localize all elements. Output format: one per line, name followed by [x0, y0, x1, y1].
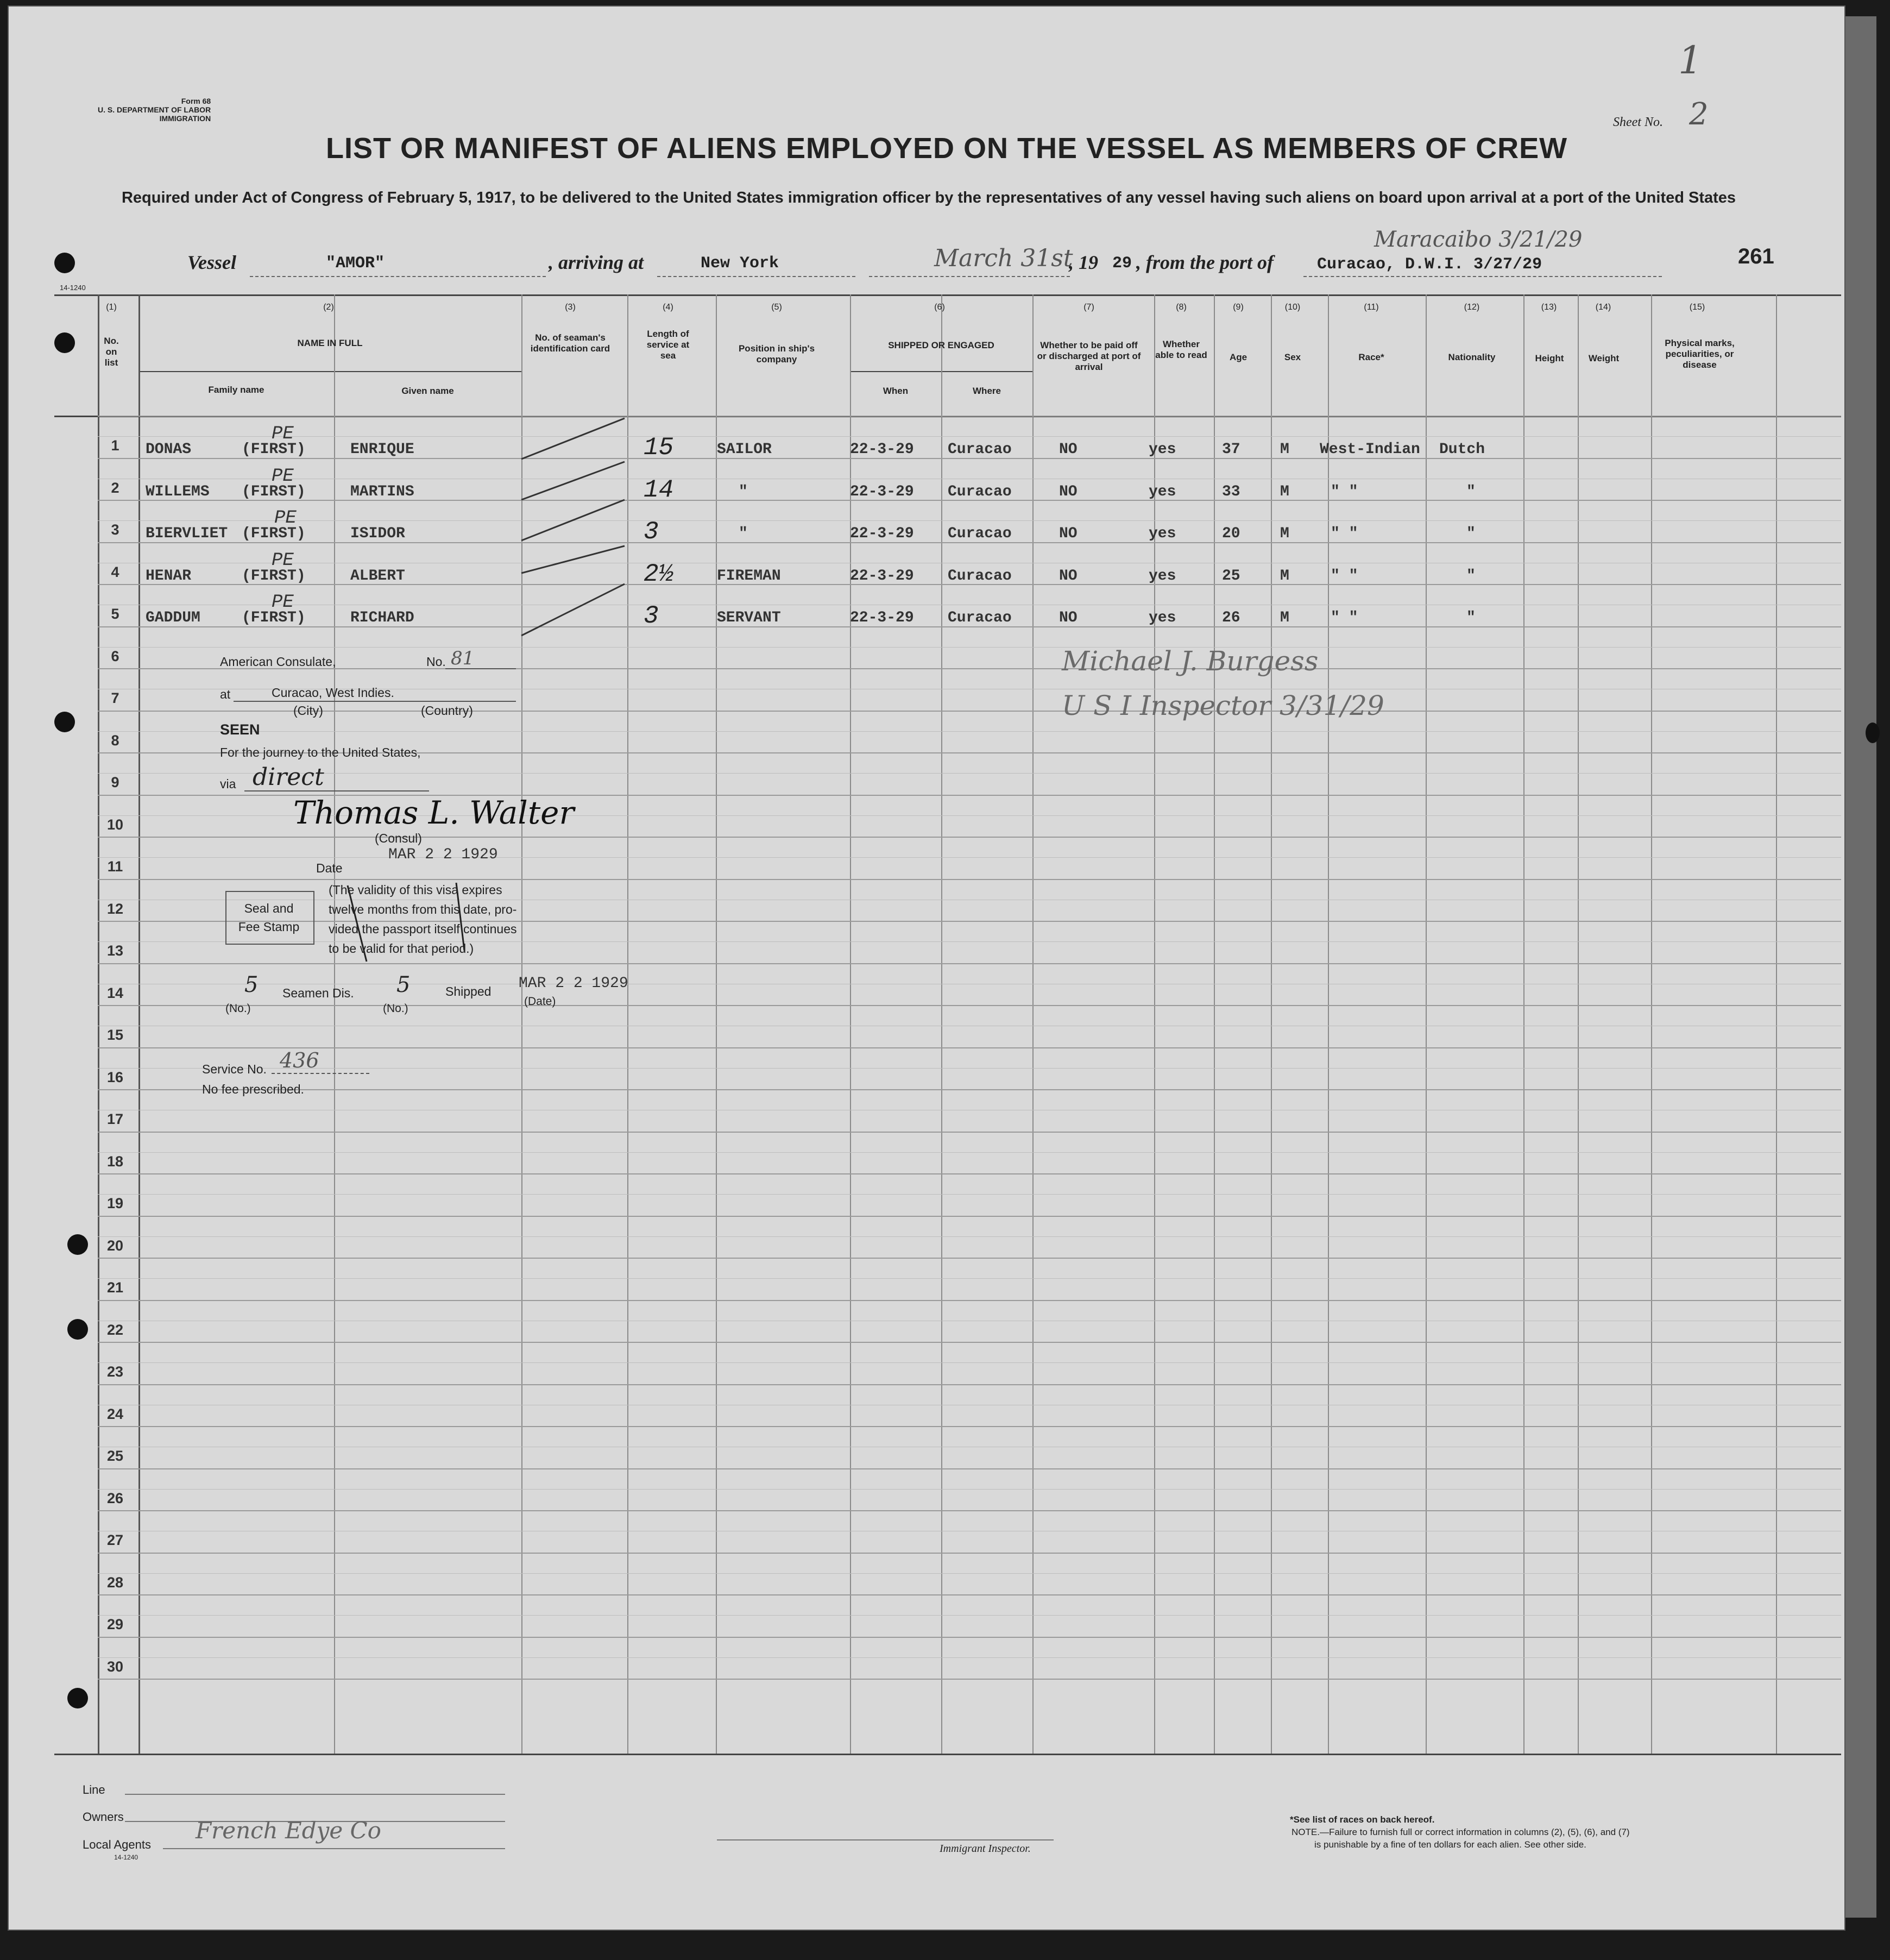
position: ": [739, 483, 748, 500]
line-label: Line: [83, 1783, 105, 1796]
consul-label: (Consul): [375, 831, 422, 845]
col-num: (15): [1689, 303, 1705, 312]
grid-hline: [98, 458, 1841, 459]
col-header-position: Position in ship's company: [738, 343, 815, 365]
row-number: 14: [106, 984, 124, 1001]
grid-subline: [98, 731, 1841, 732]
grid-subline: [98, 436, 1841, 437]
sheet-label: Sheet No.: [1613, 115, 1663, 129]
paid-off: NO: [1059, 567, 1078, 585]
position: SERVANT: [717, 610, 781, 626]
sheet-number: 2: [1689, 97, 1709, 132]
shipped-date-stamp: MAR 2 2 1929: [519, 975, 628, 992]
races-note: *See list of races on back hereof.: [1290, 1814, 1435, 1825]
arrival-date: March 31st: [934, 244, 1073, 272]
able-to-read: yes: [1149, 525, 1176, 542]
row-number: 28: [106, 1574, 124, 1591]
service-no: 436: [280, 1048, 319, 1072]
punch-hole: [1866, 723, 1880, 743]
country-label: (Country): [421, 703, 473, 718]
grid-hline: [98, 542, 1841, 543]
grid-vline: [941, 294, 942, 1754]
col-num: (5): [771, 303, 782, 312]
grid-subline: [98, 1615, 1841, 1616]
grid-vline: [1426, 294, 1427, 1754]
inspector-label: Immigrant Inspector.: [940, 1843, 1031, 1855]
row-number: 16: [106, 1069, 124, 1085]
grid-subline: [98, 1068, 1841, 1069]
consulate-location: Curacao, West Indies.: [272, 686, 394, 700]
grid-hline: [98, 1679, 1841, 1680]
consulate-at-label: at: [220, 687, 231, 701]
row-number: 12: [106, 900, 124, 917]
given-name: MARTINS: [350, 483, 414, 500]
agents-label: Local Agents: [83, 1838, 151, 1851]
service-length: 2½: [644, 560, 674, 588]
nationality: ": [1466, 483, 1476, 500]
row-number: 2: [111, 479, 119, 496]
service-length: 3: [644, 518, 659, 546]
row-number: 17: [106, 1111, 124, 1127]
departure-port: Curacao, D.W.I. 3/27/29: [1317, 255, 1542, 274]
seamen-count: 5: [244, 972, 259, 997]
col-header-age: Age: [1229, 352, 1248, 362]
row-number: 25: [106, 1448, 124, 1464]
col-header-when: When: [883, 386, 909, 396]
form-header-block: [98, 97, 211, 123]
department-label: U. S. DEPARTMENT OF LABOR: [98, 105, 211, 114]
col-header-service: Length of service at sea: [646, 329, 690, 361]
no-fee-label: No fee prescribed.: [202, 1082, 304, 1096]
paid-off: NO: [1059, 610, 1078, 626]
race: " ": [1331, 525, 1358, 542]
city-label: (City): [293, 703, 323, 718]
col-header-given-name: Given name: [401, 386, 454, 396]
col-header-family-name: Family name: [208, 385, 264, 395]
grid-subline: [98, 1362, 1841, 1363]
race: West-Indian: [1320, 441, 1420, 458]
row-number: 24: [106, 1405, 124, 1422]
seal-line-1: Seal and: [244, 901, 294, 915]
col-header-sex: Sex: [1284, 352, 1301, 362]
col-num: (7): [1083, 303, 1094, 312]
date-small-label: (Date): [524, 995, 556, 1008]
punch-hole: [67, 1688, 88, 1708]
row-number: 11: [107, 858, 123, 875]
grid-subline: [98, 1573, 1841, 1574]
via-route: direct: [253, 763, 324, 791]
first-class-mark: (FIRST): [242, 441, 306, 458]
pe-annotation: PE: [272, 592, 294, 613]
nationality: ": [1466, 567, 1476, 585]
id-card-strike-lines: [519, 410, 633, 644]
page-title: LIST OR MANIFEST OF ALIENS EMPLOYED ON THE VESSEL AS MEMBERS OF CREW: [326, 132, 1568, 165]
grid-hline: [98, 1553, 1841, 1554]
col-header-race: Race*: [1358, 352, 1384, 362]
col-num: (12): [1464, 303, 1480, 312]
col-num: (13): [1541, 303, 1557, 312]
given-name: ALBERT: [350, 567, 405, 585]
nationality: Dutch: [1439, 441, 1485, 458]
race: " ": [1331, 483, 1358, 500]
grid-vline: [334, 294, 335, 1754]
corner-mark: 1: [1678, 38, 1703, 83]
sex: M: [1280, 610, 1289, 626]
consulate-no-label: No.: [426, 655, 446, 669]
seal-line-2: Fee Stamp: [238, 920, 300, 934]
col-header-no: No. on list: [104, 336, 119, 368]
pe-annotation: PE: [272, 550, 294, 571]
given-name: ENRIQUE: [350, 441, 414, 458]
race: " ": [1331, 610, 1358, 626]
consulate-line: American Consulate,: [220, 655, 336, 669]
validity-strike-mark: [337, 880, 478, 967]
penalty-note: NOTE.—Failure to furnish full or correct information in columns (2), (5), (6), and (7): [1292, 1827, 1630, 1837]
shipped-where: Curacao: [948, 610, 1012, 626]
grid-hline: [98, 1300, 1841, 1301]
col-num: (8): [1176, 303, 1187, 312]
row-number: 22: [106, 1321, 124, 1338]
col-header-shipped: SHIPPED OR ENGAGED: [888, 340, 994, 350]
shipped-when: 22-3-29: [850, 567, 914, 585]
grid-vline: [1578, 294, 1579, 1754]
row-number: 30: [106, 1658, 124, 1675]
punch-hole: [67, 1234, 88, 1255]
grid-vline: [1271, 294, 1272, 1754]
nationality: ": [1466, 610, 1476, 626]
shipped-when: 22-3-29: [850, 610, 914, 626]
given-name: ISIDOR: [350, 525, 405, 542]
shipped-when: 22-3-29: [850, 441, 914, 458]
underlying-page-edge: [1844, 16, 1876, 1918]
grid-vline: [138, 294, 140, 1754]
shipped-when: 22-3-29: [850, 483, 914, 500]
row-number: 29: [106, 1616, 124, 1632]
col-header-paid-off: Whether to be paid off or discharged at port of arrival: [1037, 340, 1141, 372]
able-to-read: yes: [1149, 441, 1176, 458]
col-num: (4): [663, 303, 673, 312]
paid-off: NO: [1059, 441, 1078, 458]
paid-off: NO: [1059, 483, 1078, 500]
consulate-no: 81: [451, 648, 475, 669]
age: 26: [1222, 610, 1240, 626]
grid-hline: [98, 626, 1841, 627]
consulate-date-stamp: MAR 2 2 1929: [388, 846, 498, 863]
grid-hline: [98, 1510, 1841, 1511]
row-number: 15: [106, 1027, 124, 1043]
row-number: 21: [106, 1279, 124, 1296]
sex: M: [1280, 525, 1289, 542]
col-num: (10): [1284, 303, 1301, 312]
race: " ": [1331, 567, 1358, 585]
first-class-mark: (FIRST): [242, 525, 306, 542]
col-num: (9): [1233, 303, 1244, 312]
footer-form-code: 14-1240: [114, 1854, 138, 1861]
service-length: 3: [644, 602, 659, 630]
age: 33: [1222, 483, 1240, 500]
able-to-read: yes: [1149, 610, 1176, 626]
row-number: 3: [111, 522, 119, 538]
journey-label: For the journey to the United States,: [220, 745, 421, 759]
owners-label: Owners: [83, 1810, 124, 1824]
row-number: 18: [106, 1153, 124, 1170]
col-num: (3): [565, 303, 576, 312]
row-number: 23: [106, 1364, 124, 1380]
port-note: Maracaibo 3/21/29: [1374, 227, 1583, 252]
grid-hline: [98, 1594, 1841, 1595]
grid-hline: [98, 1216, 1841, 1217]
validity-line-2: twelve months from this date, pro-: [329, 902, 517, 916]
date-label: Date: [316, 861, 343, 875]
page-number: 261: [1738, 244, 1774, 268]
validity-line-4: to be valid for that period.): [329, 941, 474, 956]
family-name: BIERVLIET: [146, 525, 228, 542]
arriving-port: New York: [701, 254, 779, 273]
grid-hline: [98, 1132, 1841, 1133]
shipped-where: Curacao: [948, 441, 1012, 458]
shipped-label: Shipped: [445, 984, 492, 998]
form-number: Form 68: [181, 97, 211, 105]
paid-off: NO: [1059, 525, 1078, 542]
service-length: 14: [644, 475, 674, 504]
grid-hline: [98, 1258, 1841, 1259]
sex: M: [1280, 567, 1289, 585]
col-header-nationality: Nationality: [1448, 352, 1496, 362]
grid-hline: [98, 668, 1841, 669]
year-label: , 19: [1069, 252, 1098, 273]
grid-hline: [98, 416, 1841, 417]
grid-hline: [98, 1047, 1841, 1048]
vessel-label: Vessel: [187, 252, 236, 273]
col-header-physical-marks: Physical marks, peculiarities, or disease: [1665, 338, 1735, 370]
row-number: 9: [111, 774, 119, 790]
col-num: (2): [323, 303, 334, 312]
shipped-where: Curacao: [948, 483, 1012, 500]
age: 20: [1222, 525, 1240, 542]
no-label-2: (No.): [383, 1002, 408, 1015]
consul-signature: Thomas L. Walter: [293, 794, 575, 831]
vessel-name: "AMOR": [326, 254, 385, 273]
position: FIREMAN: [717, 567, 781, 585]
grid-subline: [98, 1278, 1841, 1279]
inspector-signature: Michael J. Burgess: [1062, 645, 1319, 677]
row-number: 20: [106, 1237, 124, 1254]
grid-vline: [1214, 294, 1215, 1754]
able-to-read: yes: [1149, 567, 1176, 585]
col-header-id-card: No. of seaman's identification card: [530, 332, 610, 354]
shipped-when: 22-3-29: [850, 525, 914, 542]
bureau-label: IMMIGRATION: [159, 114, 211, 123]
row-number: 6: [111, 648, 119, 664]
from-port-label: , from the port of: [1136, 252, 1274, 273]
grid-hline: [98, 837, 1841, 838]
penalty-note-2: is punishable by a fine of ten dollars for each alien. See other side.: [1314, 1839, 1586, 1850]
seal-label: [225, 899, 312, 936]
col-header-weight: Weight: [1588, 353, 1620, 363]
grid-subline: [98, 1194, 1841, 1195]
grid-hline: [98, 1342, 1841, 1343]
punch-hole: [54, 332, 75, 353]
grid-hline: [98, 1468, 1841, 1469]
grid-subline: [98, 1152, 1841, 1153]
row-number: 5: [111, 606, 119, 622]
grid-vline: [1032, 294, 1034, 1754]
first-class-mark: (FIRST): [242, 483, 306, 500]
row-number: 1: [111, 437, 119, 454]
col-num: (6): [934, 303, 945, 312]
grid-subline: [98, 1489, 1841, 1490]
able-to-read: yes: [1149, 483, 1176, 500]
nationality: ": [1466, 525, 1476, 542]
col-num: (14): [1595, 303, 1611, 312]
punch-hole: [54, 712, 75, 732]
pe-annotation: PE: [272, 424, 294, 444]
service-no-label: Service No.: [202, 1062, 267, 1076]
local-agents: French Edye Co: [196, 1817, 381, 1844]
col-header-read: Whether able to read: [1155, 339, 1207, 360]
row-number: 7: [111, 690, 119, 706]
via-label: via: [220, 777, 236, 791]
grid-hline: [98, 1089, 1841, 1090]
service-length: 15: [644, 434, 674, 462]
grid-vline: [850, 294, 851, 1754]
grid-hline: [98, 1005, 1841, 1006]
grid-subline: [98, 773, 1841, 774]
punch-hole: [67, 1319, 88, 1340]
family-name: GADDUM: [146, 610, 200, 626]
age: 37: [1222, 441, 1240, 458]
family-name: HENAR: [146, 567, 192, 585]
grid-subline: [98, 1236, 1841, 1237]
row-number: 4: [111, 563, 119, 580]
seen-label: SEEN: [220, 721, 260, 738]
grid-hline: [98, 1173, 1841, 1174]
row-number: 27: [106, 1532, 124, 1548]
family-name: WILLEMS: [146, 483, 210, 500]
grid-vline: [1154, 294, 1155, 1754]
form-code: 14-1240: [60, 284, 86, 292]
punch-hole: [54, 253, 75, 273]
first-class-mark: (FIRST): [242, 610, 306, 626]
row-number: 8: [111, 732, 119, 749]
grid-vline: [1523, 294, 1524, 1754]
page-subtitle: Required under Act of Congress of February 5, 1917, to be delivered to the United States immigration officer by the representatives of any vessel having such aliens on board upon arrival at a port of the United States: [121, 189, 1736, 206]
row-number: 10: [106, 816, 124, 833]
position: ": [739, 525, 748, 542]
shipped-where: Curacao: [948, 567, 1012, 585]
dis-count: 5: [396, 972, 411, 997]
sex: M: [1280, 441, 1289, 458]
grid-hline: [98, 1426, 1841, 1427]
sex: M: [1280, 483, 1289, 500]
col-header-height: Height: [1535, 353, 1564, 363]
seamen-dis-label: Seamen Dis.: [282, 986, 354, 1000]
grid-hline: [98, 711, 1841, 712]
arriving-label: , arriving at: [549, 252, 644, 273]
grid-vline: [1651, 294, 1652, 1754]
first-class-mark: (FIRST): [242, 567, 306, 585]
grid-subline: [98, 520, 1841, 521]
validity-line-3: vided the passport itself continues: [329, 922, 517, 936]
validity-line-1: (The validity of this visa expires: [329, 883, 502, 897]
arrival-year: 29: [1112, 254, 1132, 273]
grid-subline: [98, 857, 1841, 858]
col-header-name: NAME IN FULL: [297, 338, 363, 348]
position: SAILOR: [717, 441, 772, 458]
grid-subline: [98, 647, 1841, 648]
row-number: 19: [106, 1195, 124, 1211]
given-name: RICHARD: [350, 610, 414, 626]
inspector-title: U S I Inspector 3/31/29: [1062, 690, 1384, 721]
pe-annotation: PE: [272, 466, 294, 487]
grid-vline: [1776, 294, 1777, 1754]
shipped-where: Curacao: [948, 525, 1012, 542]
family-name: DONAS: [146, 441, 192, 458]
col-num: (1): [106, 303, 117, 312]
grid-vline: [716, 294, 717, 1754]
grid-vline: [1328, 294, 1329, 1754]
row-number: 13: [106, 943, 124, 959]
no-label-1: (No.): [225, 1002, 251, 1015]
grid-hline: [98, 1384, 1841, 1385]
age: 25: [1222, 567, 1240, 585]
col-header-where: Where: [973, 386, 1001, 396]
grid-subline: [98, 1657, 1841, 1658]
pe-annotation: PE: [274, 508, 297, 529]
col-num: (11): [1364, 303, 1379, 312]
row-number: 26: [106, 1490, 124, 1506]
grid-hline: [98, 1637, 1841, 1638]
